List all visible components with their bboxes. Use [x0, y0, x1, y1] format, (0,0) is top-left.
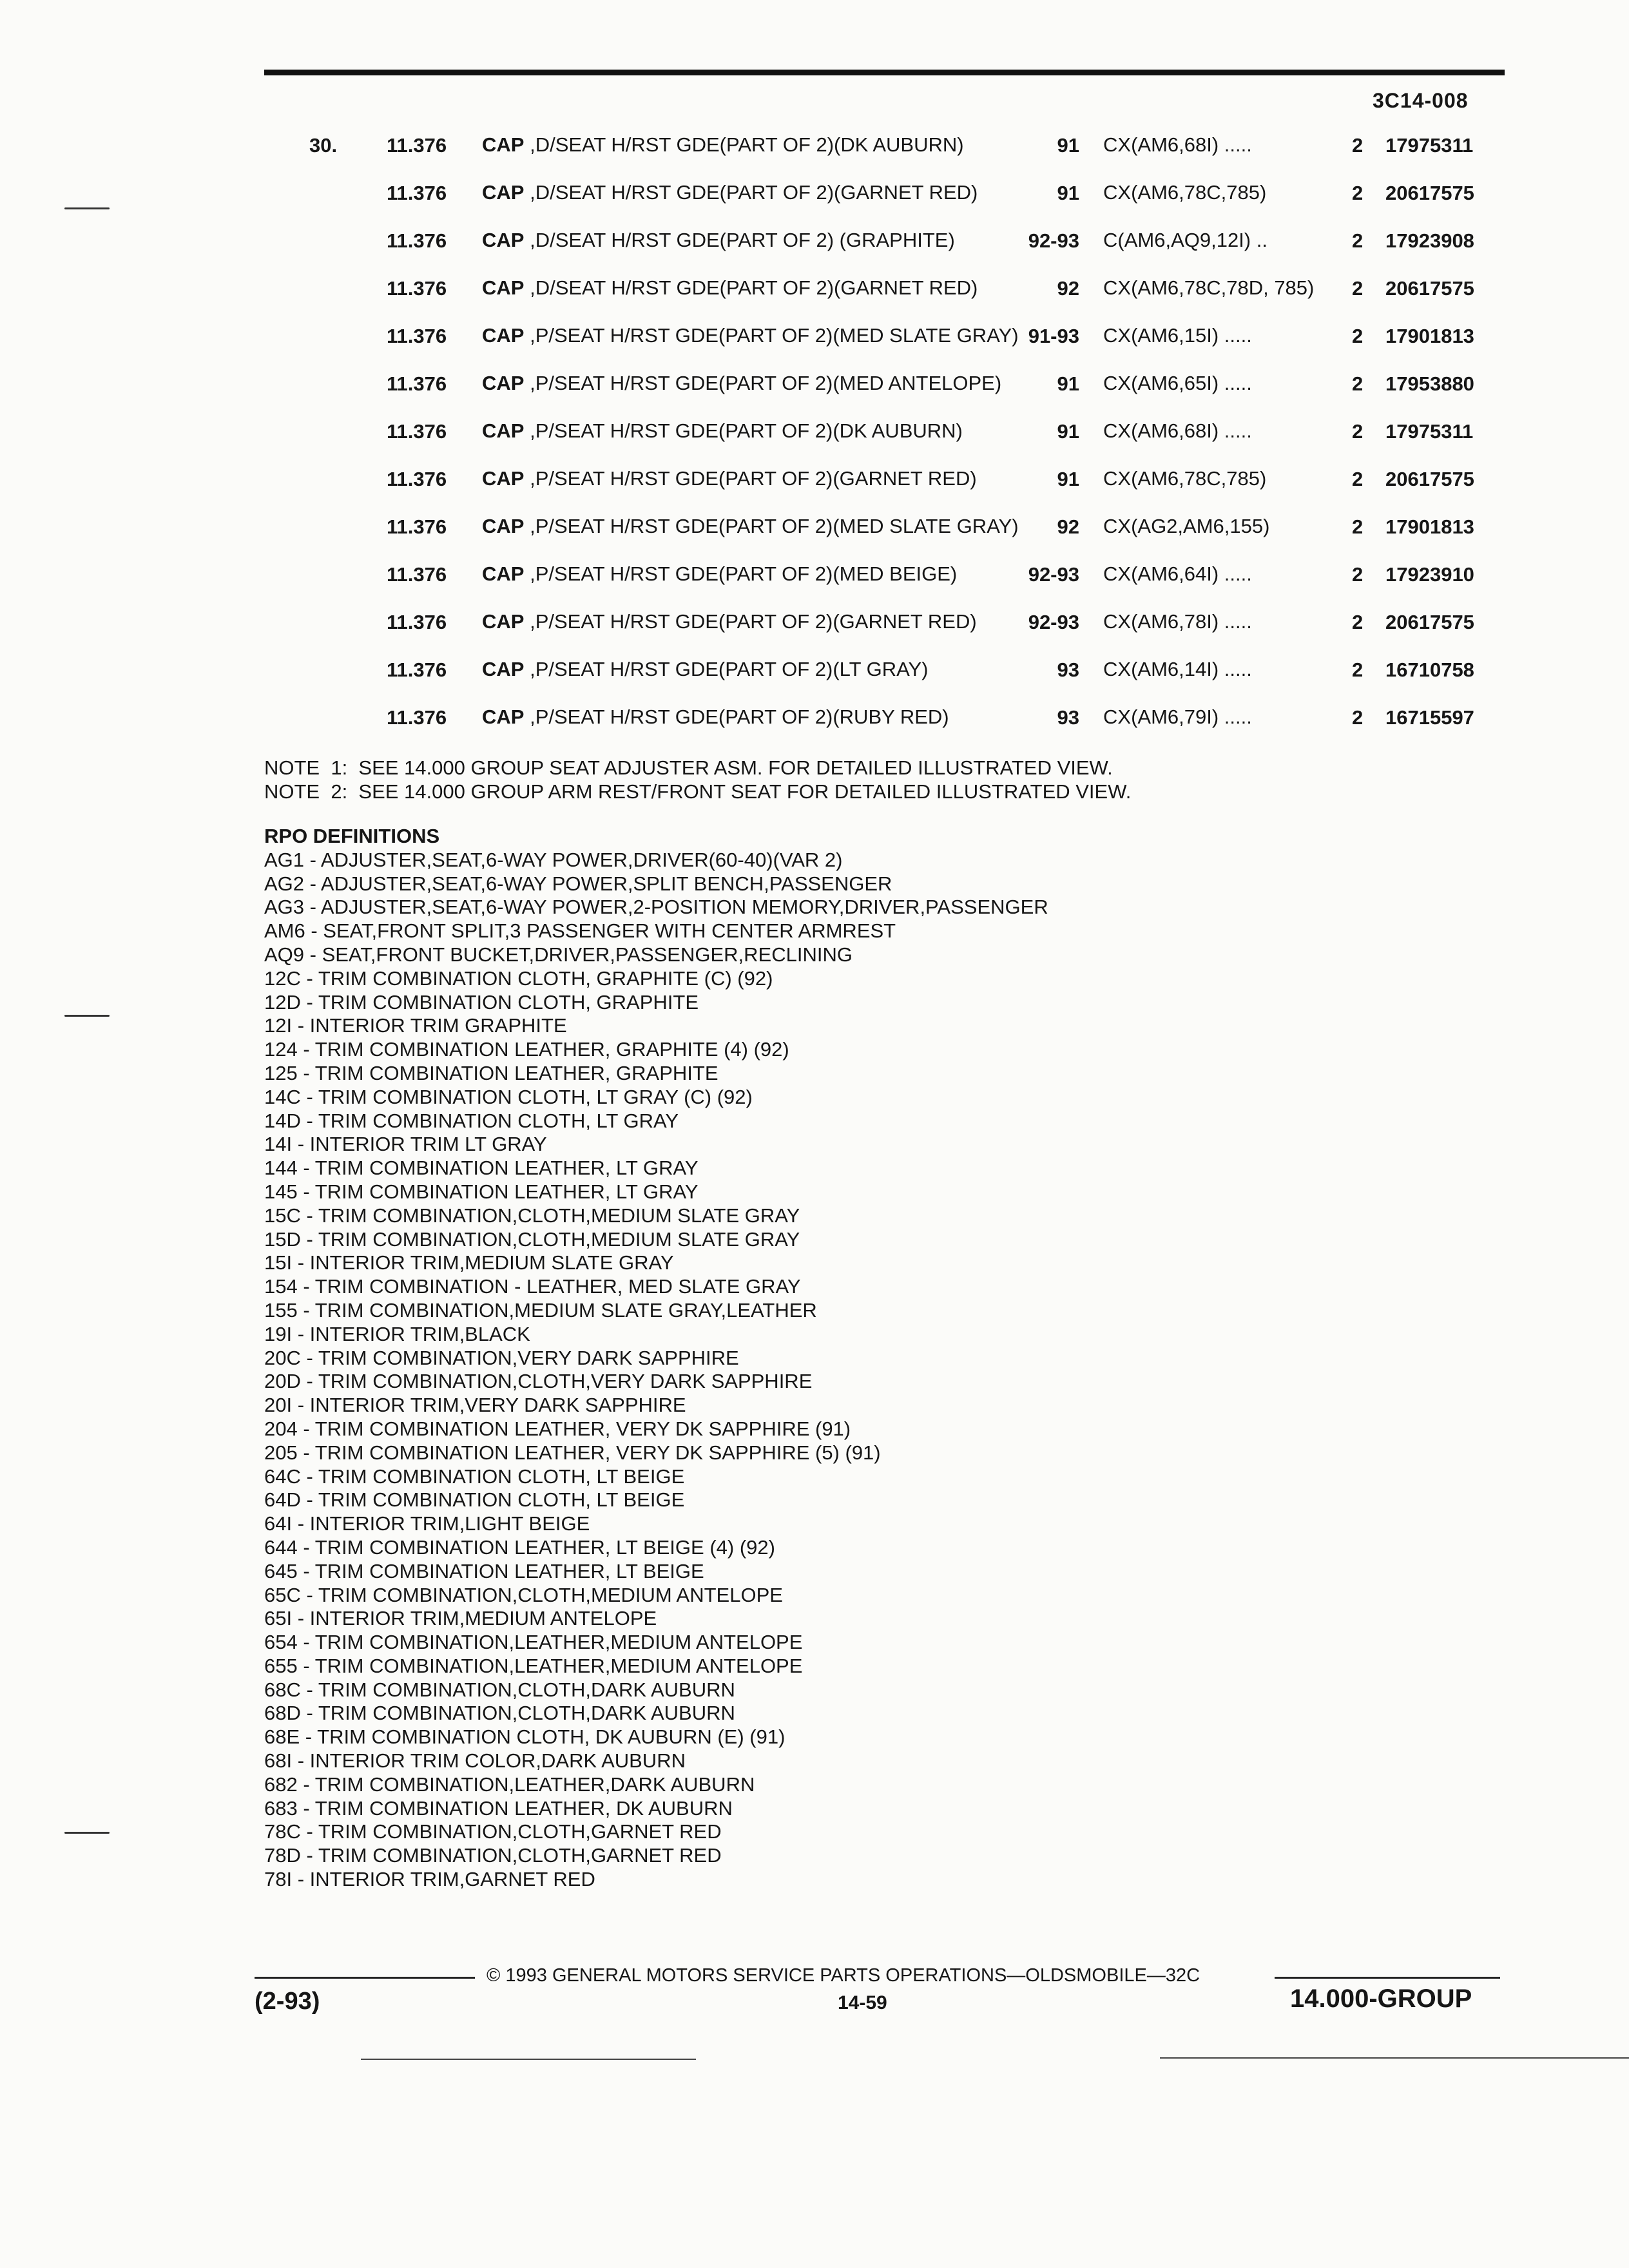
part-description [482, 182, 1159, 204]
part-description [482, 706, 1159, 728]
part-number: 17923910 [1385, 563, 1474, 586]
parts-list [309, 134, 1508, 754]
part-name: CAP [482, 419, 525, 442]
rpo-list [264, 849, 1048, 1892]
quantity: 2 [1352, 658, 1364, 681]
rpo-definition: 12D - TRIM COMBINATION CLOTH, GRAPHITE [264, 990, 699, 1014]
rpo-definition: 154 - TRIM COMBINATION - LEATHER, MED SLATE GRAY [264, 1275, 801, 1298]
part-description [482, 563, 1159, 585]
part-number: 17901813 [1385, 325, 1474, 347]
part-row [309, 277, 1508, 325]
rpo-definition: 78D - TRIM COMBINATION,CLOTH,GARNET RED [264, 1844, 722, 1867]
part-name: CAP [482, 467, 525, 490]
part-name: CAP [482, 324, 525, 347]
model-years: 91 [1057, 134, 1079, 157]
rpo-definition: 683 - TRIM COMBINATION LEATHER, DK AUBURN [264, 1796, 733, 1820]
part-row [309, 229, 1508, 277]
rpo-definition: 65I - INTERIOR TRIM,MEDIUM ANTELOPE [264, 1607, 657, 1630]
model-years: 93 [1057, 706, 1079, 729]
group-number: 11.376 [387, 563, 447, 586]
rpo-definition: 65C - TRIM COMBINATION,CLOTH,MEDIUM ANTELOPE [264, 1583, 783, 1606]
part-detail: ,P/SEAT H/RST GDE(PART OF 2)(RUBY RED) [530, 706, 949, 728]
model-years: 91 [1057, 372, 1079, 395]
part-detail: ,P/SEAT H/RST GDE(PART OF 2)(MED ANTELOPE) [530, 372, 1002, 394]
part-row [309, 420, 1508, 468]
footer-revision: (2-93) [255, 1988, 320, 2015]
application: CX(AM6,68I) ..... [1103, 133, 1252, 156]
rpo-definition: 20C - TRIM COMBINATION,VERY DARK SAPPHIRE [264, 1346, 739, 1369]
rpo-definition: 144 - TRIM COMBINATION LEATHER, LT GRAY [264, 1157, 699, 1180]
application: CX(AM6,64I) ..... [1103, 562, 1252, 585]
model-years: 91 [1057, 420, 1079, 443]
group-number: 11.376 [387, 372, 447, 395]
note-line: NOTE 1: SEE 14.000 GROUP SEAT ADJUSTER ASM. FOR DETAILED ILLUSTRATED VIEW. [264, 756, 1113, 779]
part-row [309, 468, 1508, 515]
part-description [482, 229, 1159, 251]
punch-mark [64, 1832, 110, 1834]
part-description [482, 468, 1159, 490]
group-number: 11.376 [387, 420, 447, 443]
rpo-definition: 68I - INTERIOR TRIM COLOR,DARK AUBURN [264, 1749, 686, 1773]
part-detail: ,D/SEAT H/RST GDE(PART OF 2)(DK AUBURN) [530, 133, 964, 156]
part-name: CAP [482, 181, 525, 204]
notes [264, 756, 1131, 803]
part-number: 20617575 [1385, 277, 1474, 300]
part-row [309, 563, 1508, 611]
footer-copyright: © 1993 GENERAL MOTORS SERVICE PARTS OPERATIONS—OLDSMOBILE—32C [487, 1965, 1200, 1986]
rpo-definition: 14C - TRIM COMBINATION CLOTH, LT GRAY (C) (92) [264, 1085, 753, 1108]
application: CX(AM6,65I) ..... [1103, 372, 1252, 394]
part-number: 16715597 [1385, 706, 1474, 729]
quantity: 2 [1352, 468, 1364, 490]
model-years: 91 [1057, 468, 1079, 490]
group-number: 11.376 [387, 658, 447, 681]
application: CX(AM6,15I) ..... [1103, 324, 1252, 347]
group-number: 11.376 [387, 182, 447, 204]
rpo-definition: 15I - INTERIOR TRIM,MEDIUM SLATE GRAY [264, 1251, 674, 1274]
quantity: 2 [1352, 611, 1364, 633]
part-name: CAP [482, 372, 525, 394]
group-number: 11.376 [387, 706, 447, 729]
ref-number: 30. [309, 134, 338, 157]
rpo-definition: AG2 - ADJUSTER,SEAT,6-WAY POWER,SPLIT BENCH,PASSENGER [264, 872, 892, 895]
application: CX(AM6,78I) ..... [1103, 610, 1252, 633]
group-number: 11.376 [387, 468, 447, 490]
rpo-definition: 145 - TRIM COMBINATION LEATHER, LT GRAY [264, 1180, 699, 1203]
footer-rule-left [255, 1977, 475, 1979]
quantity: 2 [1352, 182, 1364, 204]
part-detail: ,P/SEAT H/RST GDE(PART OF 2)(GARNET RED) [530, 467, 977, 490]
part-name: CAP [482, 229, 525, 251]
part-name: CAP [482, 706, 525, 728]
part-number: 17953880 [1385, 372, 1474, 395]
rpo-definition: 204 - TRIM COMBINATION LEATHER, VERY DK SAPPHIRE (91) [264, 1417, 851, 1440]
part-description [482, 372, 1159, 394]
rpo-definition: 14D - TRIM COMBINATION CLOTH, LT GRAY [264, 1109, 679, 1132]
group-number: 11.376 [387, 134, 447, 157]
rpo-definition: 14I - INTERIOR TRIM LT GRAY [264, 1133, 547, 1156]
part-description [482, 611, 1159, 633]
part-row [309, 611, 1508, 658]
model-years: 92 [1057, 515, 1079, 538]
application: C(AM6,AQ9,12I) .. [1103, 229, 1268, 251]
part-number: 20617575 [1385, 611, 1474, 633]
model-years: 93 [1057, 658, 1079, 681]
part-number: 20617575 [1385, 182, 1474, 204]
quantity: 2 [1352, 563, 1364, 586]
rpo-definition: 68E - TRIM COMBINATION CLOTH, DK AUBURN (E) (91) [264, 1725, 786, 1749]
part-detail: ,P/SEAT H/RST GDE(PART OF 2)(DK AUBURN) [530, 419, 963, 442]
rpo-definition: 12C - TRIM COMBINATION CLOTH, GRAPHITE (C) (92) [264, 966, 773, 990]
rpo-definition: 125 - TRIM COMBINATION LEATHER, GRAPHITE [264, 1061, 718, 1084]
part-row [309, 134, 1508, 182]
rpo-definition: 78I - INTERIOR TRIM,GARNET RED [264, 1868, 595, 1891]
footer-rule-right [1275, 1977, 1500, 1979]
footer-page-number: 14-59 [838, 1992, 887, 2013]
rpo-definition: 155 - TRIM COMBINATION,MEDIUM SLATE GRAY,LEATHER [264, 1298, 817, 1321]
part-name: CAP [482, 658, 525, 680]
part-name: CAP [482, 562, 525, 585]
part-number: 16710758 [1385, 658, 1474, 681]
application: CX(AM6,78C,785) [1103, 467, 1267, 490]
model-years: 92 [1057, 277, 1079, 300]
rpo-definition: AG1 - ADJUSTER,SEAT,6-WAY POWER,DRIVER(60-40)(VAR 2) [264, 848, 843, 871]
punch-mark [64, 207, 110, 209]
quantity: 2 [1352, 372, 1364, 395]
group-number: 11.376 [387, 277, 447, 300]
part-number: 20617575 [1385, 468, 1474, 490]
application: CX(AG2,AM6,155) [1103, 515, 1270, 537]
application: CX(AM6,78C,78D, 785) [1103, 276, 1315, 299]
part-description [482, 515, 1159, 537]
application: CX(AM6,68I) ..... [1103, 419, 1252, 442]
part-row [309, 325, 1508, 372]
part-description [482, 420, 1159, 442]
rpo-definition: AG3 - ADJUSTER,SEAT,6-WAY POWER,2-POSITION MEMORY,DRIVER,PASSENGER [264, 896, 1048, 919]
rpo-definition: 644 - TRIM COMBINATION LEATHER, LT BEIGE (4) (92) [264, 1535, 775, 1559]
quantity: 2 [1352, 515, 1364, 538]
rpo-definition: 20I - INTERIOR TRIM,VERY DARK SAPPHIRE [264, 1394, 686, 1417]
part-description [482, 134, 1159, 156]
rpo-definition: 655 - TRIM COMBINATION,LEATHER,MEDIUM ANTELOPE [264, 1654, 803, 1677]
rpo-definition: 15C - TRIM COMBINATION,CLOTH,MEDIUM SLATE GRAY [264, 1204, 800, 1227]
part-number: 17975311 [1385, 134, 1474, 157]
part-detail: ,P/SEAT H/RST GDE(PART OF 2)(GARNET RED) [530, 610, 977, 633]
part-detail: ,D/SEAT H/RST GDE(PART OF 2)(GARNET RED) [530, 181, 978, 204]
rpo-definition: 654 - TRIM COMBINATION,LEATHER,MEDIUM ANTELOPE [264, 1631, 803, 1654]
rpo-title: RPO DEFINITIONS [264, 825, 440, 847]
model-years: 92-93 [1028, 611, 1079, 633]
part-number: 17901813 [1385, 515, 1474, 538]
model-years: 91-93 [1028, 325, 1079, 347]
application: CX(AM6,79I) ..... [1103, 706, 1252, 728]
part-number: 17975311 [1385, 420, 1474, 443]
rpo-definition: 124 - TRIM COMBINATION LEATHER, GRAPHITE (4) (92) [264, 1038, 789, 1061]
rpo-definition: 19I - INTERIOR TRIM,BLACK [264, 1322, 530, 1345]
rpo-definition: 205 - TRIM COMBINATION LEATHER, VERY DK SAPPHIRE (5) (91) [264, 1441, 881, 1464]
rpo-definition: 64D - TRIM COMBINATION CLOTH, LT BEIGE [264, 1488, 685, 1512]
part-name: CAP [482, 610, 525, 633]
model-years: 91 [1057, 182, 1079, 204]
part-detail: ,D/SEAT H/RST GDE(PART OF 2) (GRAPHITE) [530, 229, 955, 251]
group-number: 11.376 [387, 325, 447, 347]
group-number: 11.376 [387, 611, 447, 633]
rpo-definition: AQ9 - SEAT,FRONT BUCKET,DRIVER,PASSENGER,RECLINING [264, 943, 853, 966]
rpo-definition: 64C - TRIM COMBINATION CLOTH, LT BEIGE [264, 1465, 685, 1488]
part-row [309, 706, 1508, 754]
quantity: 2 [1352, 325, 1364, 347]
part-detail: ,D/SEAT H/RST GDE(PART OF 2)(GARNET RED) [530, 276, 978, 299]
document-code: 3C14-008 [1373, 89, 1469, 112]
quantity: 2 [1352, 277, 1364, 300]
part-row [309, 372, 1508, 420]
part-number: 17923908 [1385, 229, 1474, 252]
model-years: 92-93 [1028, 229, 1079, 252]
quantity: 2 [1352, 706, 1364, 729]
rpo-definition: 78C - TRIM COMBINATION,CLOTH,GARNET RED [264, 1820, 722, 1843]
part-detail: ,P/SEAT H/RST GDE(PART OF 2)(MED BEIGE) [530, 562, 958, 585]
rpo-definition: 12I - INTERIOR TRIM GRAPHITE [264, 1014, 567, 1037]
header-rule [264, 70, 1505, 75]
rpo-definition: 68D - TRIM COMBINATION,CLOTH,DARK AUBURN [264, 1702, 735, 1725]
rpo-definitions [264, 825, 1048, 1892]
part-row [309, 182, 1508, 229]
rpo-definition: 645 - TRIM COMBINATION LEATHER, LT BEIGE [264, 1559, 704, 1582]
part-description [482, 277, 1159, 299]
rpo-definition: AM6 - SEAT,FRONT SPLIT,3 PASSENGER WITH CENTER ARMREST [264, 919, 896, 943]
scan-artifact-line [1160, 2057, 1629, 2059]
part-description [482, 325, 1159, 347]
application: CX(AM6,78C,785) [1103, 181, 1267, 204]
quantity: 2 [1352, 134, 1364, 157]
footer-group: 14.000-GROUP [1290, 1984, 1472, 2013]
rpo-definition: 682 - TRIM COMBINATION,LEATHER,DARK AUBURN [264, 1773, 755, 1796]
rpo-definition: 68C - TRIM COMBINATION,CLOTH,DARK AUBURN [264, 1678, 735, 1701]
part-name: CAP [482, 133, 525, 156]
rpo-definition: 20D - TRIM COMBINATION,CLOTH,VERY DARK SAPPHIRE [264, 1370, 813, 1393]
part-row [309, 515, 1508, 563]
part-name: CAP [482, 515, 525, 537]
part-detail: ,P/SEAT H/RST GDE(PART OF 2)(MED SLATE GRAY) [530, 515, 1019, 537]
note-line: NOTE 2: SEE 14.000 GROUP ARM REST/FRONT SEAT FOR DETAILED ILLUSTRATED VIEW. [264, 780, 1132, 803]
punch-mark [64, 1015, 110, 1017]
group-number: 11.376 [387, 229, 447, 252]
part-name: CAP [482, 276, 525, 299]
part-row [309, 658, 1508, 706]
quantity: 2 [1352, 229, 1364, 252]
model-years: 92-93 [1028, 563, 1079, 586]
application: CX(AM6,14I) ..... [1103, 658, 1252, 680]
part-detail: ,P/SEAT H/RST GDE(PART OF 2)(LT GRAY) [530, 658, 929, 680]
part-detail: ,P/SEAT H/RST GDE(PART OF 2)(MED SLATE GRAY) [530, 324, 1019, 347]
group-number: 11.376 [387, 515, 447, 538]
part-description [482, 658, 1159, 680]
rpo-definition: 64I - INTERIOR TRIM,LIGHT BEIGE [264, 1512, 590, 1535]
scan-artifact-line [361, 2059, 696, 2060]
rpo-definition: 15D - TRIM COMBINATION,CLOTH,MEDIUM SLATE GRAY [264, 1227, 800, 1251]
quantity: 2 [1352, 420, 1364, 443]
